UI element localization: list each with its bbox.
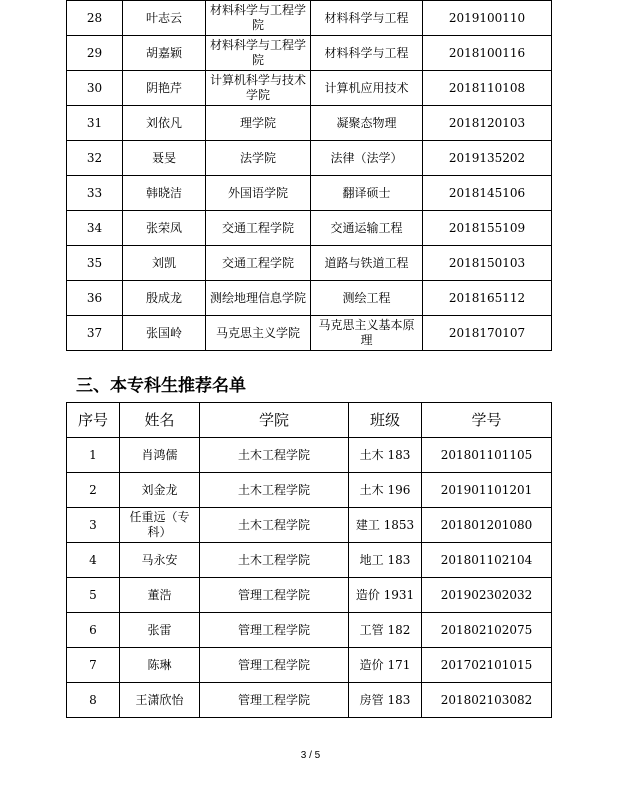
cell-id: 2019135202 [423, 141, 552, 176]
cell-id: 201902302032 [422, 578, 552, 613]
page-number: 3 / 5 [300, 750, 321, 761]
cell-major: 交通运输工程 [311, 211, 423, 246]
table-header-row [67, 403, 552, 438]
cell-college: 测绘地理信息学院 [206, 281, 311, 316]
cell-no: 33 [67, 176, 123, 211]
cell-name: 胡嘉颖 [123, 36, 206, 71]
cell-college: 材料科学与工程学院 [206, 1, 311, 36]
cell-name: 阴艳芹 [123, 71, 206, 106]
undergrad-table-body [67, 438, 552, 718]
cell-id: 2018165112 [423, 281, 552, 316]
table-row [67, 316, 552, 351]
header-name: 姓名 [120, 403, 200, 438]
cell-name: 殷成龙 [123, 281, 206, 316]
cell-name: 董浩 [120, 578, 200, 613]
table-row [67, 176, 552, 211]
cell-no: 7 [67, 648, 120, 683]
cell-id: 201802102075 [422, 613, 552, 648]
cell-id: 2018100116 [423, 36, 552, 71]
cell-name: 肖鸿儒 [120, 438, 200, 473]
cell-college: 管理工程学院 [200, 683, 349, 718]
cell-major: 道路与铁道工程 [311, 246, 423, 281]
table-row [67, 613, 552, 648]
cell-college: 管理工程学院 [200, 613, 349, 648]
section-title: 三、本专科生推荐名单 [76, 376, 246, 396]
table-row [67, 106, 552, 141]
cell-no: 37 [67, 316, 123, 351]
cell-major: 材料科学与工程 [311, 1, 423, 36]
cell-college: 马克思主义学院 [206, 316, 311, 351]
cell-college: 管理工程学院 [200, 578, 349, 613]
table-row [67, 648, 552, 683]
cell-college: 土木工程学院 [200, 543, 349, 578]
cell-no: 6 [67, 613, 120, 648]
cell-college: 土木工程学院 [200, 508, 349, 543]
cell-major: 马克思主义基本原理 [311, 316, 423, 351]
cell-no: 29 [67, 36, 123, 71]
cell-id: 201702101015 [422, 648, 552, 683]
cell-college: 计算机科学与技术学院 [206, 71, 311, 106]
cell-class: 工管 182 [349, 613, 422, 648]
cell-class: 造价 171 [349, 648, 422, 683]
cell-name: 王潇欣怡 [120, 683, 200, 718]
header-id: 学号 [422, 403, 552, 438]
cell-class: 造价 1931 [349, 578, 422, 613]
cell-no: 31 [67, 106, 123, 141]
table-row [67, 578, 552, 613]
table-row [67, 473, 552, 508]
cell-no: 32 [67, 141, 123, 176]
cell-college: 交通工程学院 [206, 211, 311, 246]
cell-id: 2018110108 [423, 71, 552, 106]
cell-class: 土木 196 [349, 473, 422, 508]
graduate-table [66, 0, 552, 351]
cell-name: 任重远（专科） [120, 508, 200, 543]
cell-major: 材料科学与工程 [311, 36, 423, 71]
cell-college: 土木工程学院 [200, 438, 349, 473]
table-row [67, 683, 552, 718]
cell-name: 韩晓洁 [123, 176, 206, 211]
cell-name: 张雷 [120, 613, 200, 648]
cell-major: 计算机应用技术 [311, 71, 423, 106]
cell-id: 2018150103 [423, 246, 552, 281]
cell-name: 聂旻 [123, 141, 206, 176]
table-row [67, 281, 552, 316]
cell-major: 测绘工程 [311, 281, 423, 316]
cell-class: 土木 183 [349, 438, 422, 473]
graduate-table-body [67, 1, 552, 351]
cell-name: 马永安 [120, 543, 200, 578]
table-row [67, 71, 552, 106]
cell-class: 房管 183 [349, 683, 422, 718]
cell-no: 1 [67, 438, 120, 473]
table-row [67, 508, 552, 543]
cell-college: 外国语学院 [206, 176, 311, 211]
cell-college: 交通工程学院 [206, 246, 311, 281]
header-college: 学院 [200, 403, 349, 438]
cell-no: 3 [67, 508, 120, 543]
cell-name: 刘依凡 [123, 106, 206, 141]
cell-name: 刘凯 [123, 246, 206, 281]
cell-id: 2018170107 [423, 316, 552, 351]
table-row [67, 36, 552, 71]
cell-class: 地工 183 [349, 543, 422, 578]
undergrad-table [66, 402, 552, 718]
cell-id: 201802103082 [422, 683, 552, 718]
cell-college: 管理工程学院 [200, 648, 349, 683]
cell-no: 8 [67, 683, 120, 718]
cell-id: 2019100110 [423, 1, 552, 36]
table-row [67, 438, 552, 473]
header-class: 班级 [349, 403, 422, 438]
cell-id: 2018120103 [423, 106, 552, 141]
cell-name: 陈琳 [120, 648, 200, 683]
cell-no: 30 [67, 71, 123, 106]
header-no: 序号 [67, 403, 120, 438]
cell-college: 材料科学与工程学院 [206, 36, 311, 71]
table-row [67, 141, 552, 176]
cell-name: 张荣凤 [123, 211, 206, 246]
cell-name: 张国岭 [123, 316, 206, 351]
table-row [67, 543, 552, 578]
cell-no: 4 [67, 543, 120, 578]
cell-no: 35 [67, 246, 123, 281]
cell-id: 201801101105 [422, 438, 552, 473]
cell-college: 理学院 [206, 106, 311, 141]
cell-no: 2 [67, 473, 120, 508]
cell-major: 法律（法学） [311, 141, 423, 176]
cell-id: 201801102104 [422, 543, 552, 578]
cell-no: 5 [67, 578, 120, 613]
cell-id: 201801201080 [422, 508, 552, 543]
cell-college: 土木工程学院 [200, 473, 349, 508]
cell-class: 建工 1853 [349, 508, 422, 543]
table-row [67, 246, 552, 281]
cell-no: 36 [67, 281, 123, 316]
cell-no: 28 [67, 1, 123, 36]
cell-id: 2018145106 [423, 176, 552, 211]
cell-college: 法学院 [206, 141, 311, 176]
table-row [67, 1, 552, 36]
cell-major: 凝聚态物理 [311, 106, 423, 141]
cell-id: 2018155109 [423, 211, 552, 246]
cell-major: 翻译硕士 [311, 176, 423, 211]
cell-name: 叶志云 [123, 1, 206, 36]
cell-id: 201901101201 [422, 473, 552, 508]
table-row [67, 211, 552, 246]
cell-no: 34 [67, 211, 123, 246]
cell-name: 刘金龙 [120, 473, 200, 508]
